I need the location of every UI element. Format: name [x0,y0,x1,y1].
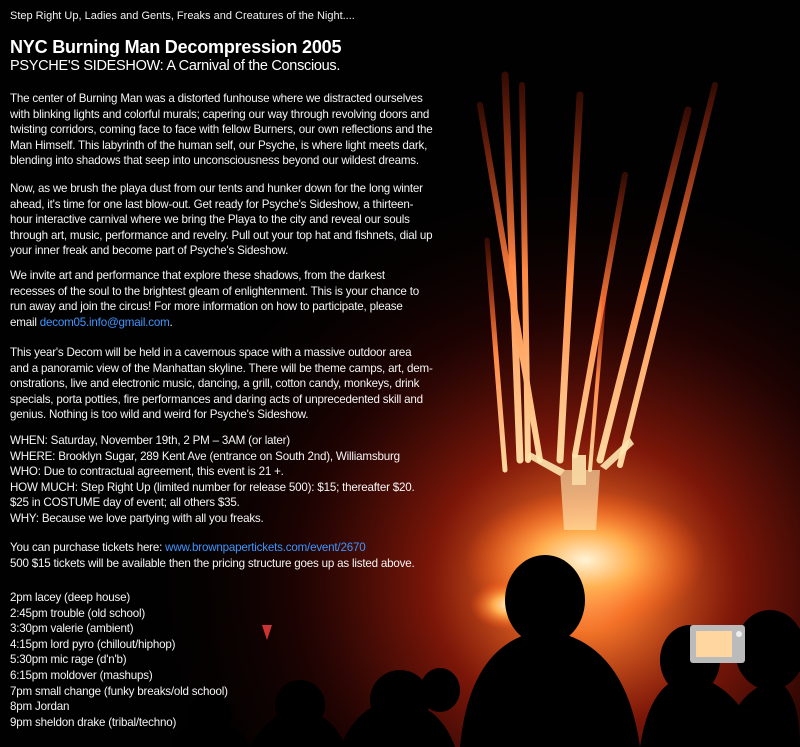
detail-costume-price: $25 in COSTUME day of event; all others $35. [10,496,240,510]
tickets-paragraph [10,540,415,571]
page-title: NYC Burning Man Decompression 2005 [10,37,342,57]
invite-paragraph [10,268,419,330]
blowout-line: Now, as we brush the playa dust from our tents and hunker down for the long winter [10,182,423,195]
detail-when: WHEN: Saturday, November 19th, 2 PM – 3AM (or later) [10,434,290,447]
email-suffix: . [169,315,173,329]
schedule-item: 7pm small change (funky breaks/old school) [10,684,228,698]
invite-line: recesses of the soul to the brightest gleam of enlightenment. This is your chance to [10,284,419,298]
intro-line: Man Himself. This labyrinth of the human self, our Psyche, is where light meets dark, [10,138,428,152]
email-link[interactable]: decom05.info@gmail.com [39,315,170,329]
intro-line: twisting corridors, coming face to face with fellow Burners, our own reflections and the [10,123,433,137]
detail-how-much: HOW MUCH: Step Right Up (limited number for release 500): $15; thereafter $20. [10,480,415,494]
detail-where: WHERE: Brooklyn Sugar, 289 Kent Ave (entrance on South 2nd), Williamsburg [10,449,400,463]
schedule-item: 6:15pm moldover (mashups) [10,668,153,682]
blowout-line: through art, music, performance and revelry. Pull out your top hat and fishnets, dial up [10,228,433,242]
intro-paragraph [10,91,433,169]
tagline: Step Right Up, Ladies and Gents, Freaks and Creatures of the Night.... [10,10,355,22]
blowout-line: hour interactive carnival where we bring the Playa to the city and reveal our souls [10,213,410,227]
invite-email-line [10,315,419,331]
schedule-item: 4:15pm lord pyro (chillout/hiphop) [10,637,176,651]
invite-line: We invite art and performance that explore these shadows, from the darkest [10,269,385,282]
venue-paragraph [10,345,433,423]
venue-line: This year's Decom will be held in a cavernous space with a massive outdoor area [10,346,412,359]
invite-line: run away and join the circus! For more information on how to participate, please [10,300,403,314]
schedule-item: 2pm lacey (deep house) [10,591,130,604]
tickets-link[interactable]: www.brownpapertickets.com/event/2670 [165,541,366,554]
blowout-line: ahead, it's time for one last blow-out. Get ready for Psyche's Sideshow, a thirteen- [10,197,414,211]
tickets-prefix: You can purchase tickets here: [10,541,166,554]
tickets-note: 500 $15 tickets will be available then the pricing structure goes up as listed above. [10,556,415,570]
schedule-item: 9pm sheldon drake (tribal/techno) [10,715,177,729]
dj-schedule [10,590,228,730]
page-subtitle: PSYCHE'S SIDESHOW: A Carnival of the Conscious. [10,58,341,74]
venue-line: specials, porta potties, fire performances and daring acts of unprecedented skill and [10,392,423,406]
venue-line: genius. Nothing is too wild and weird for Psyche's Sideshow. [10,408,309,422]
schedule-item: 3:30pm valerie (ambient) [10,622,134,636]
intro-line: with blinking lights and colorful murals; capering our way through revolving doors and [10,107,430,121]
blowout-paragraph [10,181,432,259]
detail-why: WHY: Because we love partying with all you freaks. [10,511,264,525]
schedule-item: 5:30pm mic rage (d'n'b) [10,653,127,667]
blowout-line: your inner freak and become part of Psyche's Sideshow. [10,244,289,258]
event-details [10,433,415,527]
intro-line: blending into shadows that seep into unconsciousness beyond our wildest dreams. [10,154,419,168]
email-prefix: email [10,315,40,329]
schedule-item: 2:45pm trouble (old school) [10,606,146,620]
venue-line: onstrations, live and electronic music, dancing, a grill, cotton candy, monkeys, drink [10,377,420,391]
schedule-item: 8pm Jordan [10,700,70,714]
tickets-line [10,540,415,556]
venue-line: and a panoramic view of the Manhattan skyline. There will be theme camps, art, dem- [10,361,433,375]
intro-line: The center of Burning Man was a distorted funhouse where we distracted ourselves [10,92,423,105]
detail-who: WHO: Due to contractual agreement, this event is 21 +. [10,465,284,479]
